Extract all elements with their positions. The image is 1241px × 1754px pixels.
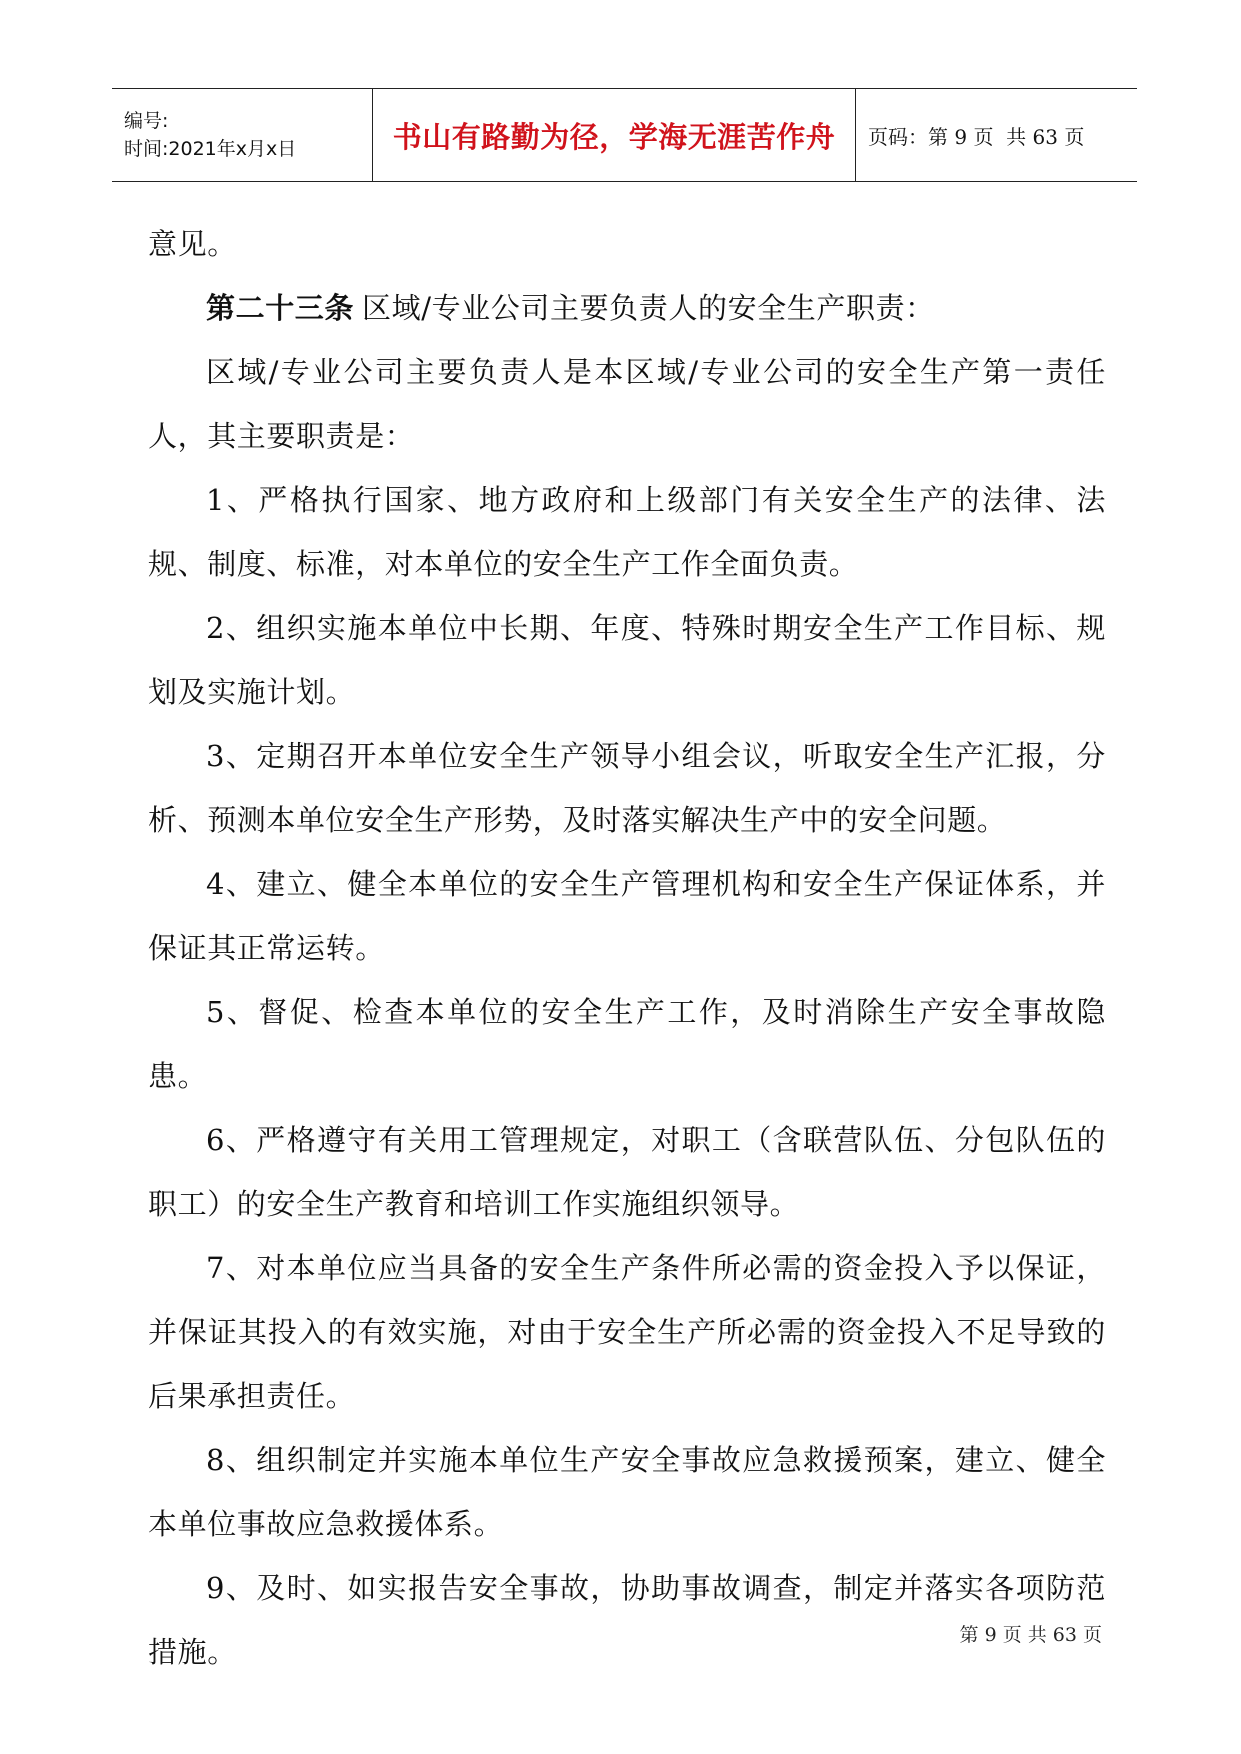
page-footer: 第 9 页 共 63 页: [959, 1624, 1102, 1646]
header-meta: [112, 89, 372, 181]
header-page-info: [856, 89, 1137, 181]
article-intro: 区域/专业公司主要负责人是本区域/专业公司的安全生产第一责任人，其主要职责是：: [148, 355, 1106, 453]
document-body: [148, 212, 1106, 1684]
article-title: 区域/专业公司主要负责人的安全生产职责：: [362, 291, 935, 325]
article-heading: [148, 276, 1106, 340]
list-item: 4、建立、健全本单位的安全生产管理机构和安全生产保证体系，并保证其正常运转。: [148, 867, 1106, 965]
document-number-label: 编号:: [124, 110, 169, 132]
list-item: 7、对本单位应当具备的安全生产条件所必需的资金投入予以保证，并保证其投入的有效实施，对由于安全生产所必需的资金投入不足导致的后果承担责任。: [148, 1251, 1106, 1413]
list-item: 6、严格遵守有关用工管理规定，对职工（含联营队伍、分包队伍的职工）的安全生产教育和培训工作实施组织领导。: [148, 1123, 1106, 1221]
document-time-label: 时间:2021年x月x日: [124, 138, 297, 160]
list-item: 9、及时、如实报告安全事故，协助事故调查，制定并落实各项防范措施。: [148, 1571, 1106, 1669]
list-item: 2、组织实施本单位中长期、年度、特殊时期安全生产工作目标、规划及实施计划。: [148, 611, 1106, 709]
list-item: 8、组织制定并实施本单位生产安全事故应急救援预案，建立、健全本单位事故应急救援体系。: [148, 1443, 1106, 1541]
document-header: [112, 88, 1137, 182]
article-number: 第二十三条: [206, 291, 355, 325]
header-motto: 书山有路勤为径，学海无涯苦作舟: [372, 89, 856, 181]
list-item: 5、督促、检查本单位的安全生产工作，及时消除生产安全事故隐患。: [148, 995, 1106, 1093]
paragraph-continuation: 意见。: [148, 227, 237, 261]
list-item: 3、定期召开本单位安全生产领导小组会议，听取安全生产汇报，分析、预测本单位安全生产形势，及时落实解决生产中的安全问题。: [148, 739, 1106, 837]
list-item: 1、严格执行国家、地方政府和上级部门有关安全生产的法律、法规、制度、标准，对本单位的安全生产工作全面负责。: [148, 483, 1106, 581]
header-page-info-text: 页码：第 9 页 共 63 页: [868, 124, 1085, 149]
